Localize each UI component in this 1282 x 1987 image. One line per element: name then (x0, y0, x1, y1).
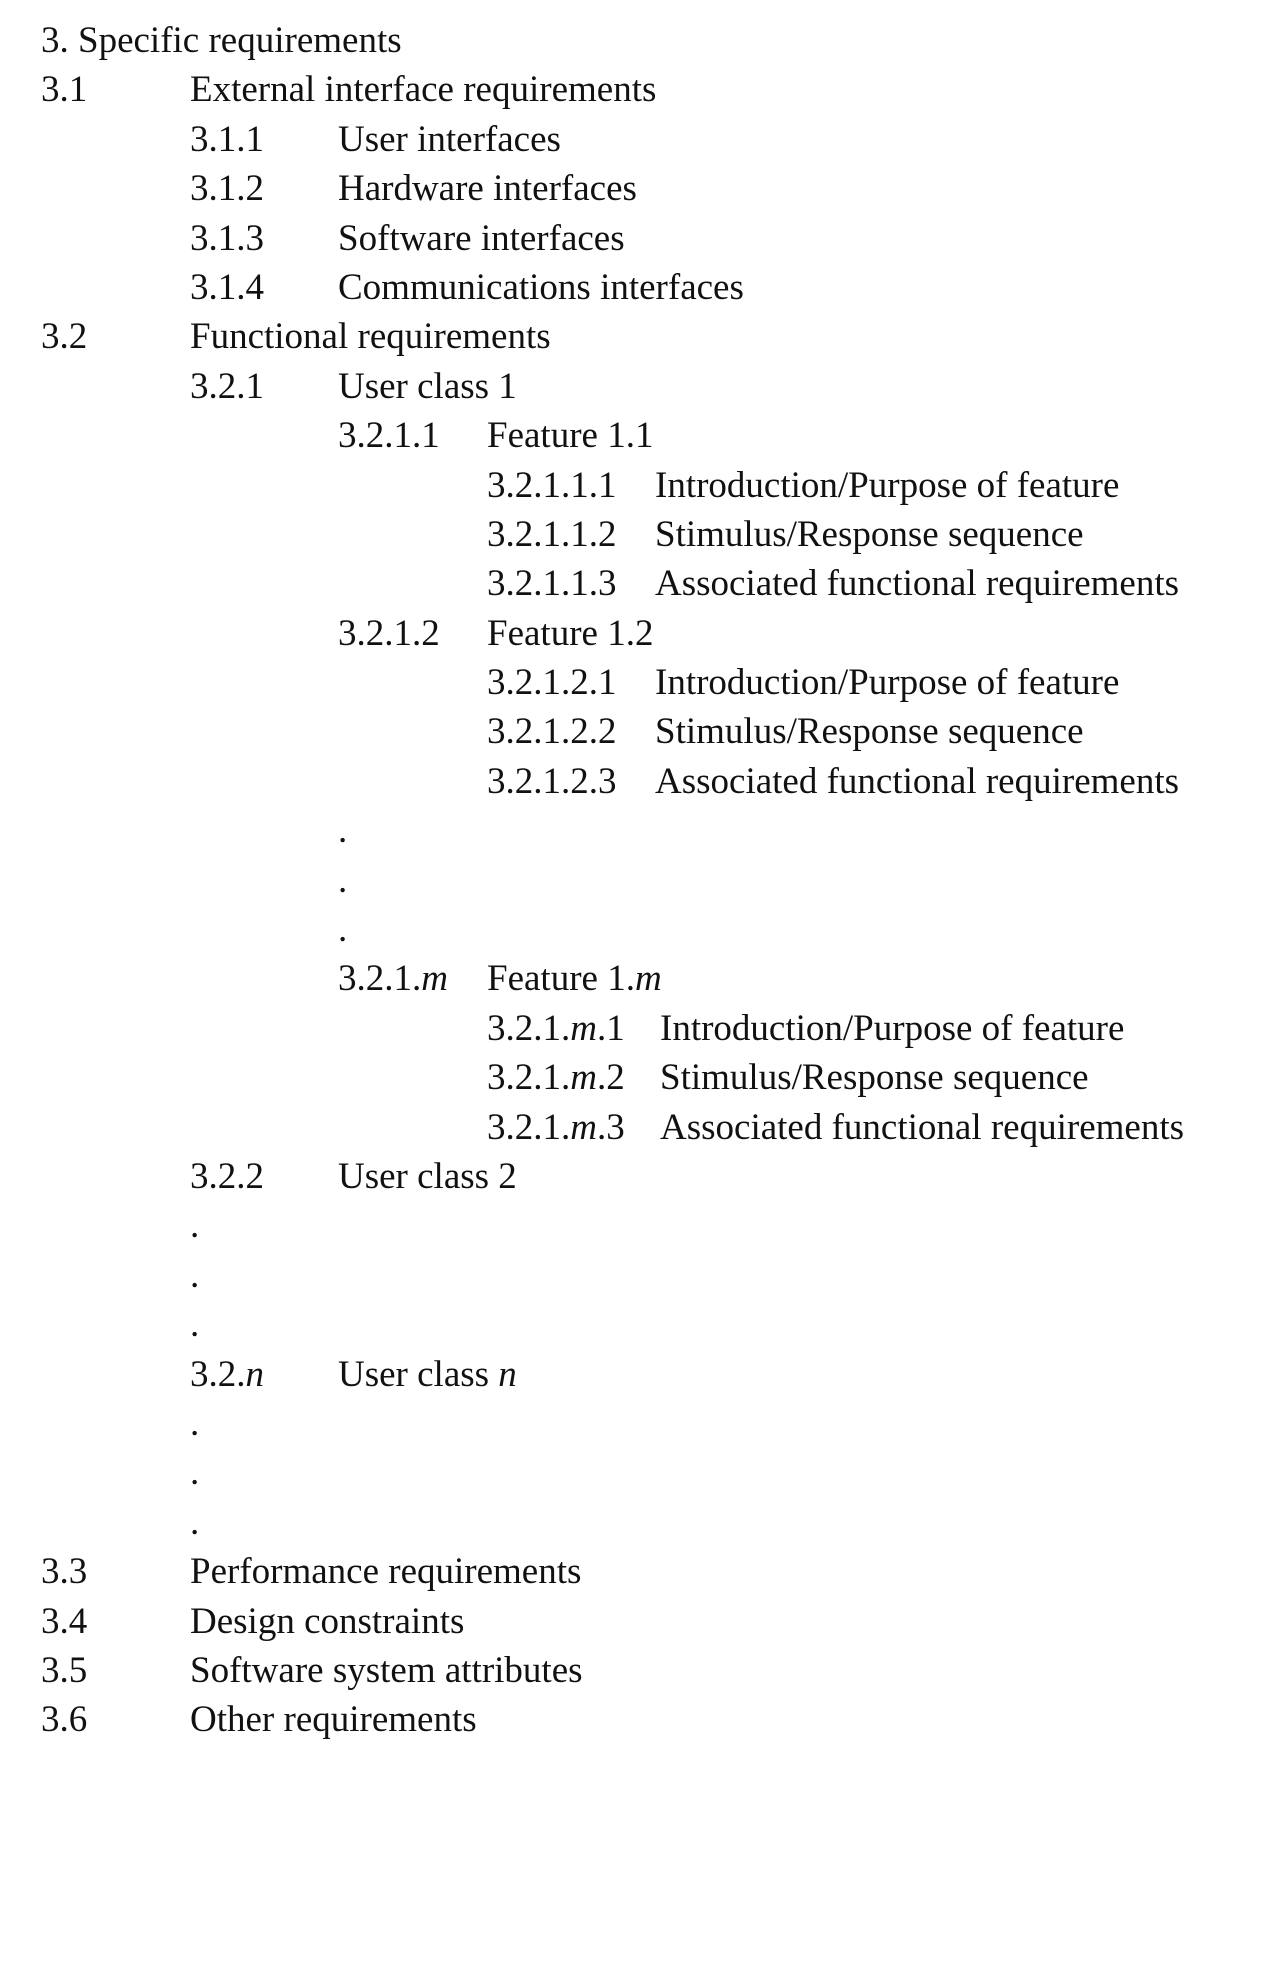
title-part: Introduction/Purpose of feature (655, 464, 1120, 506)
number-part: 3.2.1. (487, 1007, 571, 1049)
item-title (190, 1646, 583, 1695)
section-heading (0, 16, 1282, 65)
number-part: 3.2.1. (487, 1057, 571, 1099)
number-part: 3.5 (41, 1649, 88, 1691)
outline-item (0, 1004, 1282, 1053)
item-title (190, 1597, 464, 1646)
number-part: n (245, 1353, 264, 1395)
number-part: 3.1.4 (190, 266, 264, 308)
dot (190, 1300, 199, 1349)
outline-item (0, 461, 1282, 510)
number-part: 3.2.1.1.3 (487, 563, 617, 605)
outline-item (0, 1350, 1282, 1399)
outline-item (0, 1695, 1282, 1744)
item-title (487, 609, 653, 658)
item-title (660, 1004, 1124, 1053)
requirements-outline (0, 16, 1282, 1745)
number-part: 3.1.1 (190, 118, 264, 160)
item-title (655, 461, 1119, 510)
title-part: Other requirements (190, 1699, 477, 1741)
outline-item (0, 609, 1282, 658)
title-part: Hardware interfaces (338, 168, 637, 210)
item-title (338, 164, 637, 213)
item-number (190, 362, 264, 411)
outline-item (0, 757, 1282, 806)
item-number (487, 707, 617, 756)
title-part: Functional requirements (190, 316, 551, 358)
item-title (655, 559, 1179, 608)
title-part: Feature 1. (487, 958, 635, 1000)
outline-item (0, 263, 1282, 312)
number-part: m (570, 1057, 597, 1099)
outline-item (0, 164, 1282, 213)
number-part: 3.2.1.1.2 (487, 513, 617, 555)
title-part: Software interfaces (338, 217, 625, 259)
item-number (41, 1695, 87, 1744)
number-part: m (570, 1106, 597, 1148)
item-number (41, 1547, 87, 1596)
outline-item (0, 115, 1282, 164)
item-title (660, 1053, 1089, 1102)
item-number (190, 1152, 264, 1201)
number-part: . (190, 1501, 200, 1543)
number-part: 3.6 (41, 1699, 88, 1741)
title-part: Associated functional requirements (655, 563, 1179, 605)
dot (190, 1251, 199, 1300)
item-number (338, 609, 440, 658)
item-title (338, 115, 561, 164)
number-part: 3.1.3 (190, 217, 264, 259)
section-title: 3. Specific requirements (41, 20, 402, 61)
number-part: 3.2.1.1.1 (487, 464, 617, 506)
outline-item (0, 1597, 1282, 1646)
item-number (190, 115, 264, 164)
item-title (338, 1152, 517, 1201)
number-part: . (190, 1452, 200, 1494)
title-part: Associated functional requirements (655, 760, 1179, 802)
ellipsis-dot (0, 1498, 1282, 1547)
ellipsis-dot (0, 1300, 1282, 1349)
title-part: Introduction/Purpose of feature (655, 662, 1120, 704)
outline-item (0, 707, 1282, 756)
title-part: Stimulus/Response sequence (655, 711, 1084, 753)
title-part: Feature 1.2 (487, 612, 654, 654)
number-part: m (570, 1007, 597, 1049)
item-title (655, 510, 1084, 559)
ellipsis-dot (0, 905, 1282, 954)
title-part: Software system attributes (190, 1649, 583, 1691)
number-part: 3.2.1. (487, 1106, 571, 1148)
dot (190, 1201, 199, 1250)
item-number (41, 312, 87, 361)
title-part: m (634, 958, 662, 1000)
number-part: . (338, 909, 348, 951)
item-title (190, 1695, 477, 1744)
ellipsis-dot (0, 806, 1282, 855)
number-part: 3.2.1 (190, 365, 264, 407)
dot (190, 1448, 199, 1497)
dot (338, 905, 347, 954)
outline-item (0, 1053, 1282, 1102)
outline-item (0, 1103, 1282, 1152)
item-title (338, 362, 517, 411)
number-part: . (190, 1254, 200, 1296)
item-number (487, 1004, 625, 1053)
item-number (487, 1053, 625, 1102)
ellipsis-dot (0, 856, 1282, 905)
item-number (338, 411, 440, 460)
outline-item (0, 510, 1282, 559)
title-part: Feature 1.1 (487, 415, 654, 457)
number-part: 3.1 (41, 69, 88, 111)
item-title (190, 312, 551, 361)
item-number (487, 757, 617, 806)
item-number (487, 559, 617, 608)
number-part: .2 (596, 1057, 625, 1099)
number-part: 3.2.1.2 (338, 612, 440, 654)
title-part: n (498, 1353, 517, 1395)
item-title (655, 658, 1119, 707)
title-part: Stimulus/Response sequence (660, 1057, 1089, 1099)
item-title (487, 411, 653, 460)
item-title (655, 757, 1179, 806)
item-number (41, 65, 87, 114)
ellipsis-dot (0, 1448, 1282, 1497)
outline-item (0, 658, 1282, 707)
number-part: 3.2.1.2.3 (487, 760, 617, 802)
dot (190, 1498, 199, 1547)
number-part: 3.2.1. (338, 958, 422, 1000)
outline-item (0, 312, 1282, 361)
outline-item (0, 1547, 1282, 1596)
outline-item (0, 411, 1282, 460)
title-part: External interface requirements (190, 69, 657, 111)
item-number (338, 954, 448, 1003)
item-number (190, 214, 264, 263)
number-part: 3.1.2 (190, 168, 264, 210)
number-part: 3.2 (41, 316, 88, 358)
outline-item (0, 954, 1282, 1003)
title-part: Stimulus/Response sequence (655, 513, 1084, 555)
outline-item (0, 1152, 1282, 1201)
number-part: 3.2.1.1 (338, 415, 440, 457)
title-part: User class 2 (338, 1155, 517, 1197)
number-part: . (190, 1304, 200, 1346)
item-number (487, 461, 617, 510)
ellipsis-dot (0, 1251, 1282, 1300)
dot (190, 1399, 199, 1448)
outline-item (0, 1646, 1282, 1695)
ellipsis-dot (0, 1201, 1282, 1250)
dot (338, 806, 347, 855)
title-part: Introduction/Purpose of feature (660, 1007, 1125, 1049)
number-part: .1 (596, 1007, 625, 1049)
title-part: Performance requirements (190, 1551, 582, 1593)
number-part: 3.2.1.2.1 (487, 662, 617, 704)
title-part: Design constraints (190, 1600, 465, 1642)
item-title (338, 214, 625, 263)
item-title (338, 1350, 517, 1399)
number-part: m (421, 958, 448, 1000)
item-number (190, 164, 264, 213)
number-part: . (190, 1205, 200, 1247)
title-part: Communications interfaces (338, 266, 744, 308)
item-number (41, 1646, 87, 1695)
outline-item (0, 559, 1282, 608)
title-part: Associated functional requirements (660, 1106, 1184, 1148)
item-title (487, 954, 662, 1003)
number-part: 3.2.1.2.2 (487, 711, 617, 753)
item-number (487, 658, 617, 707)
item-number (190, 1350, 264, 1399)
ellipsis-dot (0, 1399, 1282, 1448)
dot (338, 856, 347, 905)
title-part: User class (338, 1353, 499, 1395)
item-title (660, 1103, 1184, 1152)
item-number (41, 1597, 87, 1646)
item-title (190, 1547, 581, 1596)
item-title (338, 263, 744, 312)
number-part: 3.4 (41, 1600, 88, 1642)
item-number (487, 510, 617, 559)
number-part: . (190, 1402, 200, 1444)
title-part: User class 1 (338, 365, 517, 407)
number-part: .3 (596, 1106, 625, 1148)
item-title (190, 65, 656, 114)
item-number (487, 1103, 625, 1152)
outline-item (0, 362, 1282, 411)
item-number (190, 263, 264, 312)
number-part: 3.3 (41, 1551, 88, 1593)
outline-item (0, 214, 1282, 263)
number-part: . (338, 859, 348, 901)
number-part: 3.2. (190, 1353, 246, 1395)
number-part: 3.2.2 (190, 1155, 264, 1197)
outline-item (0, 65, 1282, 114)
item-title (655, 707, 1084, 756)
title-part: User interfaces (338, 118, 561, 160)
number-part: . (338, 810, 348, 852)
